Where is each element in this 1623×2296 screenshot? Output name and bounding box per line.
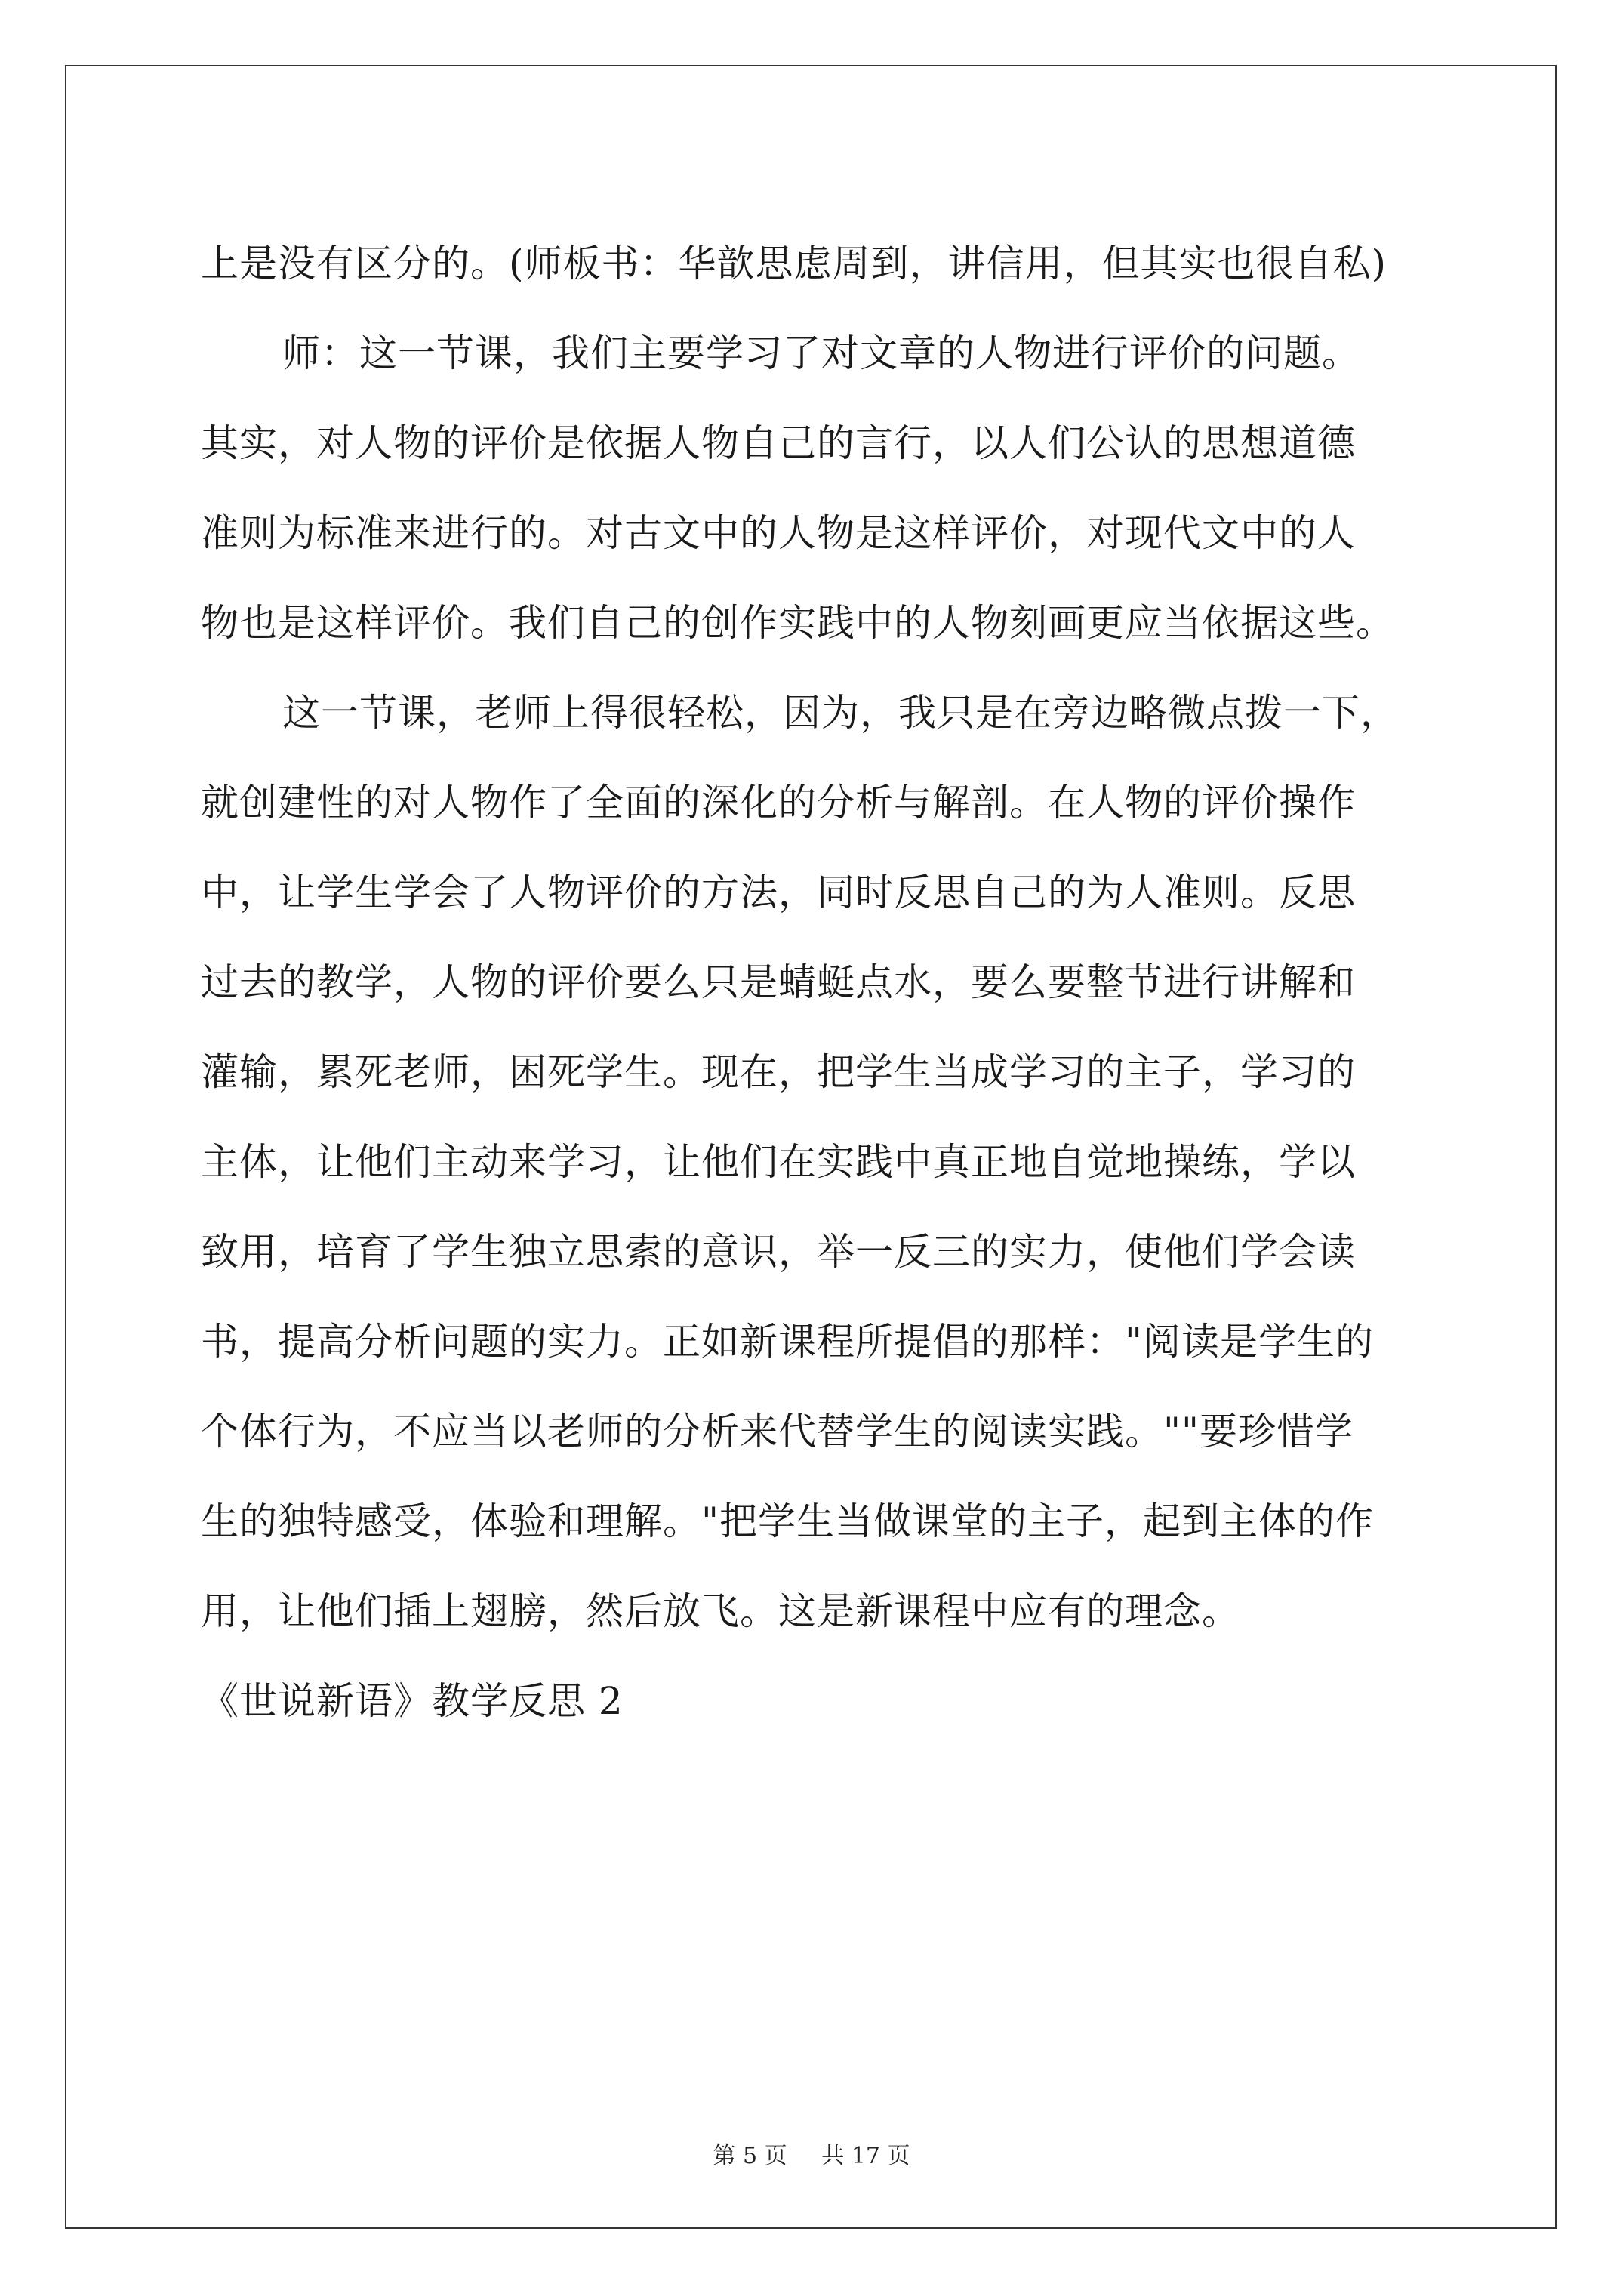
text-line: 致用，培育了学生独立思索的意识，举一反三的实力，使他们学会读 [201,1230,1356,1274]
text-line: 就创建性的对人物作了全面的深化的分析与解剖。在人物的评价操作 [201,781,1356,824]
text-line: 书，提高分析问题的实力。正如新课程所提倡的那样："阅读是学生的 [201,1320,1374,1364]
section-heading: 《世说新语》教学反思 2 [201,1679,624,1723]
document-body [201,219,1439,1746]
text-line: 中，让学生学会了人物评价的方法，同时反思自己的为人准则。反思 [201,871,1356,914]
page-footer [0,2137,1623,2170]
text-line: 师：这一节课，我们主要学习了对文章的人物进行评价的问题。 [282,331,1360,375]
page-total: 共 17 页 [821,2143,910,2169]
text-line: 个体行为，不应当以老师的分析来代替学生的阅读实践。""要珍惜学 [201,1410,1354,1453]
text-line: 物也是这样评价。我们自己的创作实践中的人物刻画更应当依据这些。 [201,601,1394,645]
text-line: 这一节课，老师上得很轻松，因为，我只是在旁边略微点拨一下， [282,691,1399,735]
text-line: 过去的教学，人物的评价要么只是蜻蜓点水，要么要整节进行讲解和 [201,960,1356,1004]
text-line: 主体，让他们主动来学习，让他们在实践中真正地自觉地操练，学以 [201,1140,1356,1184]
text-line: 用，让他们插上翅膀，然后放飞。这是新课程中应有的理念。 [201,1589,1240,1633]
text-line: 准则为标准来进行的。对古文中的人物是这样评价，对现代文中的人 [201,511,1356,555]
text-line: 生的独特感受，体验和理解。"把学生当做课堂的主子，起到主体的作 [201,1499,1374,1543]
text-line: 灌输，累死老师，困死学生。现在，把学生当成学习的主子，学习的 [201,1050,1356,1094]
text-line: 上是没有区分的。(师板书：华歆思虑周到，讲信用，但其实也很自私) [201,242,1387,285]
page-number: 第 5 页 [713,2143,787,2169]
text-line: 其实，对人物的评价是依据人物自己的言行，以人们公认的思想道德 [201,421,1356,465]
